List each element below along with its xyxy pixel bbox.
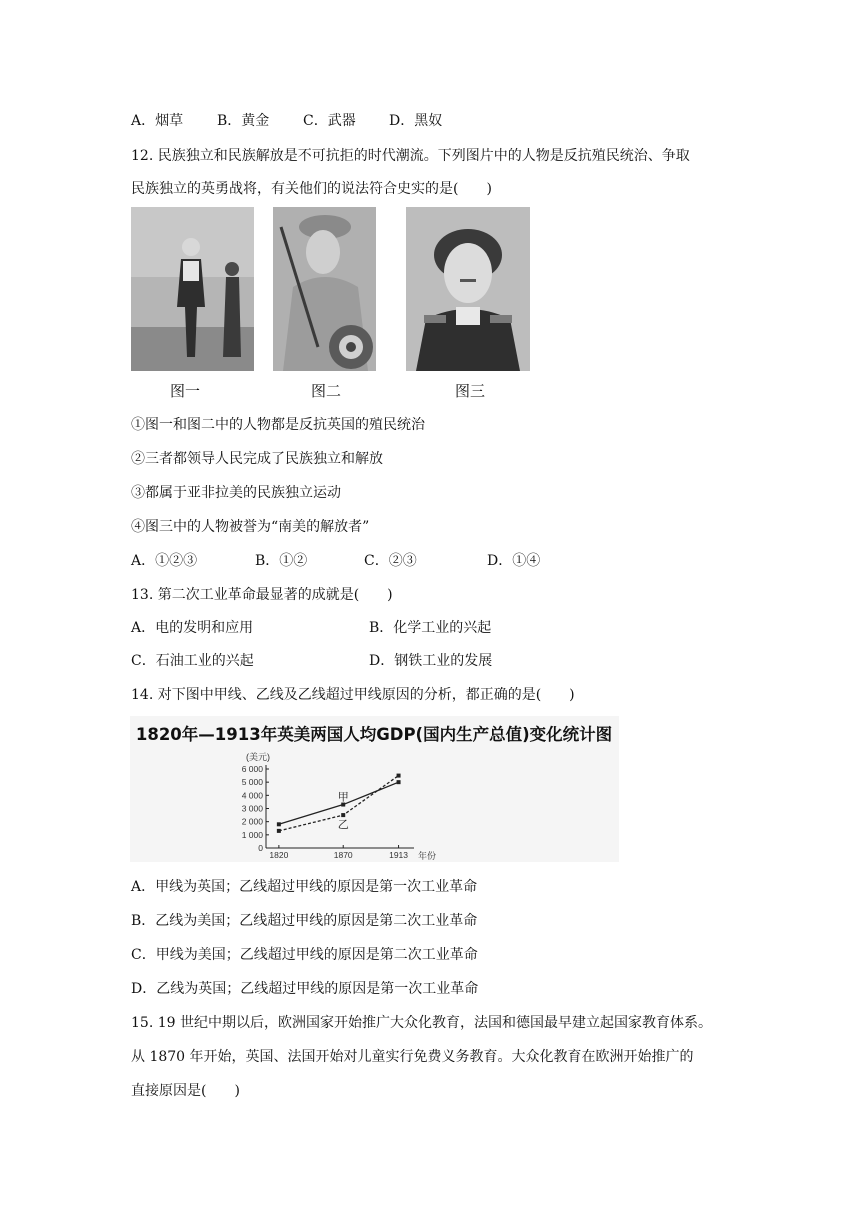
- q13-option-b: B．化学工业的兴起: [369, 620, 492, 636]
- q15-line1: 15. 19 世纪中期以后，欧洲国家开始推广大众化教育，法国和德国最早建立起国家教育体系。: [131, 1015, 712, 1031]
- q11-option-c: C．武器: [303, 113, 356, 129]
- series-label: 乙: [337, 818, 349, 832]
- q12-stem-line1: 12. 民族独立和民族解放是不可抗拒的时代潮流。下列图片中的人物是反抗殖民统治、争取: [131, 148, 690, 164]
- q12-option-b: B．①②: [255, 553, 308, 569]
- caption-figure-2: 图二: [311, 382, 342, 400]
- y-tick-label: 3 000: [241, 803, 263, 814]
- gdp-chart-svg: [130, 716, 619, 862]
- y-axis-label: (美元): [246, 752, 270, 762]
- q12-statement-2: ②三者都领导人民完成了民族独立和解放: [131, 451, 383, 467]
- data-point: [397, 780, 401, 784]
- q15-line3: 直接原因是( ): [131, 1083, 240, 1099]
- q12-statement-3: ③都属于亚非拉美的民族独立运动: [131, 485, 341, 501]
- data-point: [277, 822, 281, 826]
- series-label: 甲: [337, 790, 349, 804]
- q14-option-c: C．甲线为美国；乙线超过甲线的原因是第二次工业革命: [131, 947, 478, 963]
- y-tick-label: 2 000: [241, 816, 263, 827]
- q12-option-c: C．②③: [364, 553, 417, 569]
- q14-option-a: A．甲线为英国；乙线超过甲线的原因是第一次工业革命: [131, 879, 478, 895]
- q12-option-d: D．①④: [487, 553, 541, 569]
- q11-option-d: D．黑奴: [389, 113, 443, 129]
- q14-option-d: D．乙线为英国；乙线超过甲线的原因是第一次工业革命: [131, 981, 479, 997]
- gdp-chart: [130, 716, 619, 862]
- x-axis-label: 年份: [418, 851, 437, 861]
- q12-stem-line2: 民族独立的英勇战将，有关他们的说法符合史实的是( ): [131, 181, 492, 197]
- x-tick-label: 1913: [389, 850, 409, 860]
- q12-statement-1: ①图一和图二中的人物都是反抗英国的殖民统治: [131, 417, 425, 433]
- portrait-figure-3: [406, 207, 530, 371]
- q11-option-a: A．烟草: [131, 113, 184, 129]
- x-tick-label: 1870: [333, 850, 353, 860]
- data-point: [341, 813, 345, 817]
- portrait-figure-2: [273, 207, 376, 371]
- caption-figure-1: 图一: [170, 382, 201, 400]
- y-tick-label: 4 000: [241, 790, 263, 801]
- q13-option-a: A．电的发明和应用: [131, 620, 254, 636]
- q15-line2: 从 1870 年开始，英国、法国开始对儿童实行免费义务教育。大众化教育在欧洲开始推广的: [131, 1049, 694, 1065]
- y-tick-label: 0: [258, 843, 263, 853]
- q13-option-d: D．钢铁工业的发展: [369, 653, 493, 669]
- q11-option-b: B．黄金: [217, 113, 270, 129]
- caption-figure-3: 图三: [455, 382, 486, 400]
- q14-stem: 14. 对下图中甲线、乙线及乙线超过甲线原因的分析，都正确的是( ): [131, 687, 575, 703]
- y-tick-label: 1 000: [241, 829, 263, 840]
- chart-title: 1820年—1913年英美两国人均GDP(国内生产总值)变化统计图: [135, 725, 613, 744]
- q14-option-b: B．乙线为美国；乙线超过甲线的原因是第二次工业革命: [131, 913, 478, 929]
- q13-stem: 13. 第二次工业革命最显著的成就是( ): [131, 587, 393, 603]
- y-tick-label: 6 000: [241, 764, 263, 774]
- data-point: [277, 829, 281, 833]
- data-point: [397, 774, 401, 778]
- portrait-figure-1: [131, 207, 254, 371]
- q12-statement-4: ④图三中的人物被誉为“南美的解放者”: [131, 519, 370, 535]
- x-tick-label: 1820: [269, 850, 289, 860]
- q12-option-a: A．①②③: [131, 553, 198, 569]
- q13-option-c: C．石油工业的兴起: [131, 653, 254, 669]
- y-tick-label: 5 000: [241, 777, 263, 788]
